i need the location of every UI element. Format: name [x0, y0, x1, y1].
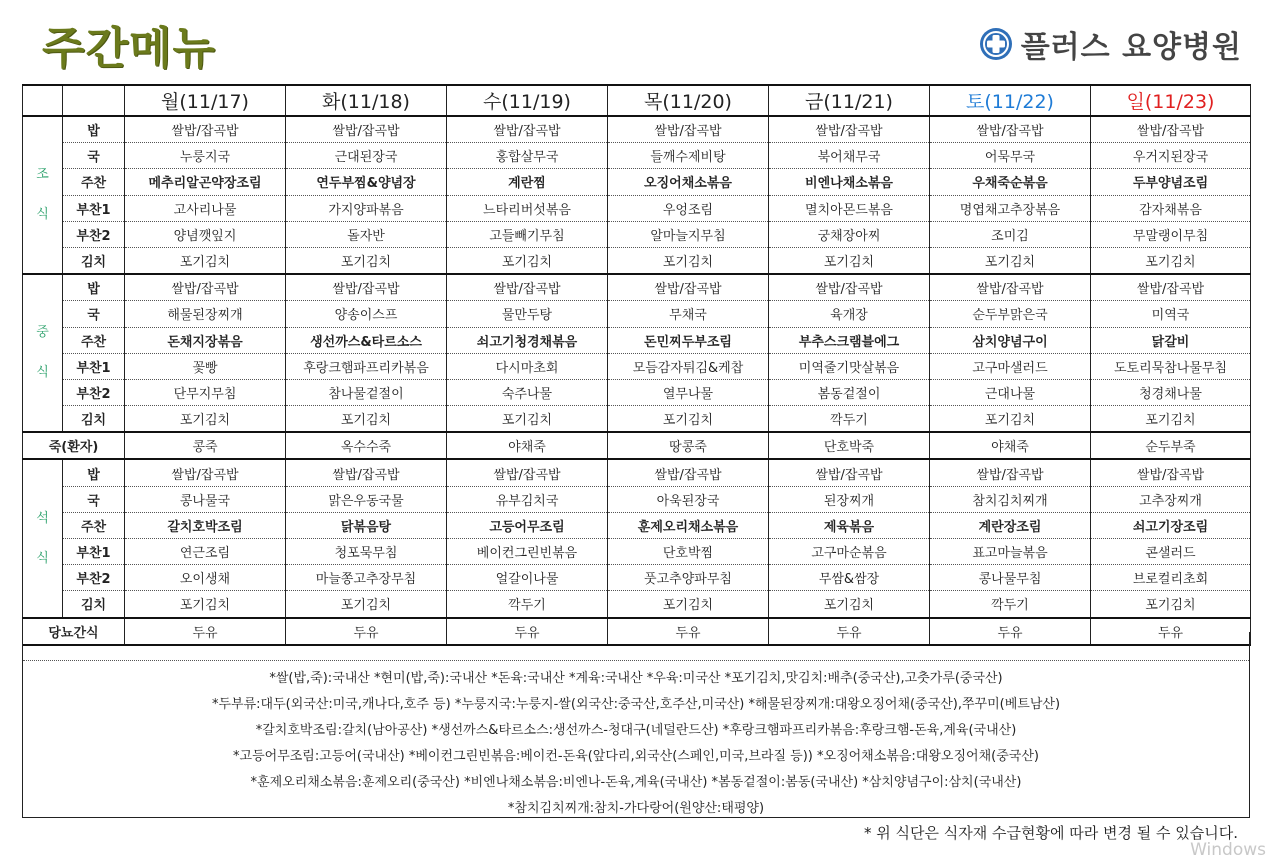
menu-item-cell: 쌀밥/잡곡밥 [286, 116, 447, 143]
menu-row [23, 247, 1251, 274]
menu-item-cell: 참나물겉절이 [286, 379, 447, 405]
menu-item-cell: 메추리알곤약장조림 [125, 169, 286, 195]
origin-notes-box [22, 632, 1250, 818]
menu-row [23, 379, 1251, 405]
menu-item-cell: 포기김치 [286, 247, 447, 274]
menu-item-cell: 순두부죽 [1091, 432, 1251, 459]
menu-item-cell: 무말랭이무침 [1091, 221, 1251, 247]
menu-item-cell: 쌀밥/잡곡밥 [930, 459, 1091, 486]
origin-note-line: *참치김치찌개:참치-가다랑어(원양산:태평양) [507, 801, 765, 816]
menu-item-cell: 부추스크램블에그 [769, 327, 930, 353]
menu-item-cell: 쌀밥/잡곡밥 [1091, 459, 1251, 486]
menu-item-cell: 참치김치찌개 [930, 486, 1091, 512]
category-label: 주찬 [63, 169, 125, 195]
menu-item-cell: 닭볶음탕 [286, 512, 447, 538]
menu-row [23, 406, 1251, 433]
menu-item-cell: 양념깻잎지 [125, 221, 286, 247]
day-header-row [23, 85, 1251, 116]
menu-item-cell: 쌀밥/잡곡밥 [447, 116, 608, 143]
day-header: 월(11/17) [125, 85, 286, 116]
menu-item-cell: 두유 [447, 618, 608, 645]
menu-item-cell: 쌀밥/잡곡밥 [286, 274, 447, 301]
menu-item-cell: 무채국 [608, 301, 769, 327]
category-label: 주찬 [63, 512, 125, 538]
menu-item-cell: 순두부맑은국 [930, 301, 1091, 327]
menu-row [23, 169, 1251, 195]
menu-item-cell: 양송이스프 [286, 301, 447, 327]
menu-row [23, 539, 1251, 565]
menu-item-cell: 포기김치 [930, 247, 1091, 274]
menu-row [23, 486, 1251, 512]
menu-item-cell: 쇠고기장조림 [1091, 512, 1251, 538]
menu-item-cell: 두유 [286, 618, 447, 645]
category-label: 부찬2 [63, 221, 125, 247]
menu-row [23, 301, 1251, 327]
menu-item-cell: 누룽지국 [125, 143, 286, 169]
menu-row [23, 432, 1251, 459]
menu-item-cell: 연두부찜&양념장 [286, 169, 447, 195]
category-label: 밥 [63, 116, 125, 143]
menu-item-cell: 쇠고기청경채볶음 [447, 327, 608, 353]
menu-item-cell: 봄동겉절이 [769, 379, 930, 405]
menu-item-cell: 포기김치 [1091, 247, 1251, 274]
menu-item-cell: 두부양념조림 [1091, 169, 1251, 195]
menu-item-cell: 포기김치 [286, 591, 447, 618]
menu-item-cell: 감자채볶음 [1091, 195, 1251, 221]
menu-item-cell: 오이생채 [125, 565, 286, 591]
menu-item-cell: 근대된장국 [286, 143, 447, 169]
category-label: 김치 [63, 591, 125, 618]
menu-item-cell: 쌀밥/잡곡밥 [930, 274, 1091, 301]
menu-item-cell: 베이컨그린빈볶음 [447, 539, 608, 565]
day-header-saturday: 토(11/22) [930, 85, 1091, 116]
day-header-sunday: 일(11/23) [1091, 85, 1251, 116]
category-label: 국 [63, 486, 125, 512]
menu-item-cell: 포기김치 [447, 406, 608, 433]
menu-item-cell: 느타리버섯볶음 [447, 195, 608, 221]
menu-item-cell: 포기김치 [769, 247, 930, 274]
menu-item-cell: 무쌈&쌈장 [769, 565, 930, 591]
menu-item-cell: 고들빼기무침 [447, 221, 608, 247]
menu-item-cell: 쌀밥/잡곡밥 [930, 116, 1091, 143]
menu-item-cell: 궁채장아찌 [769, 221, 930, 247]
menu-item-cell: 맑은우동국물 [286, 486, 447, 512]
menu-item-cell: 콘샐러드 [1091, 539, 1251, 565]
menu-item-cell: 포기김치 [608, 406, 769, 433]
menu-item-cell: 돌자반 [286, 221, 447, 247]
menu-item-cell: 생선까스&타르소스 [286, 327, 447, 353]
meal-label: 죽(환자) [23, 432, 125, 459]
page-title: 주간메뉴 [42, 23, 217, 74]
menu-item-cell: 북어채무국 [769, 143, 930, 169]
category-label: 밥 [63, 274, 125, 301]
menu-item-cell: 모듬감자튀김&케찹 [608, 353, 769, 379]
menu-item-cell: 콩죽 [125, 432, 286, 459]
category-label: 부찬1 [63, 539, 125, 565]
medical-cross-icon [979, 27, 1013, 61]
weekly-menu-table [22, 84, 1251, 646]
menu-item-cell: 쌀밥/잡곡밥 [769, 116, 930, 143]
menu-item-cell: 얼갈이나물 [447, 565, 608, 591]
menu-item-cell: 고구마순볶음 [769, 539, 930, 565]
menu-item-cell: 콩나물무침 [930, 565, 1091, 591]
menu-item-cell: 두유 [1091, 618, 1251, 645]
menu-item-cell: 유부김치국 [447, 486, 608, 512]
menu-item-cell: 포기김치 [608, 247, 769, 274]
menu-item-cell: 두유 [608, 618, 769, 645]
header-corner-1 [23, 85, 63, 116]
menu-item-cell: 쌀밥/잡곡밥 [608, 274, 769, 301]
menu-item-cell: 도토리묵참나물무침 [1091, 353, 1251, 379]
menu-item-cell: 포기김치 [447, 247, 608, 274]
menu-item-cell: 표고마늘볶음 [930, 539, 1091, 565]
menu-item-cell: 쌀밥/잡곡밥 [608, 459, 769, 486]
menu-item-cell: 단호박죽 [769, 432, 930, 459]
menu-item-cell: 깍두기 [769, 406, 930, 433]
menu-item-cell: 포기김치 [286, 406, 447, 433]
menu-item-cell: 미역국 [1091, 301, 1251, 327]
menu-item-cell: 땅콩죽 [608, 432, 769, 459]
menu-item-cell: 고등어무조림 [447, 512, 608, 538]
menu-item-cell: 근대나물 [930, 379, 1091, 405]
menu-item-cell: 열무나물 [608, 379, 769, 405]
menu-item-cell: 연근조림 [125, 539, 286, 565]
menu-change-disclaimer: * 위 식단은 식자재 수급현황에 따라 변경 될 수 있습니다. [864, 824, 1238, 842]
category-label: 부찬1 [63, 353, 125, 379]
menu-row [23, 512, 1251, 538]
menu-item-cell: 계란장조림 [930, 512, 1091, 538]
menu-item-cell: 제육볶음 [769, 512, 930, 538]
meal-label: 석 식 [23, 459, 63, 617]
header-corner-2 [63, 85, 125, 116]
menu-item-cell: 단무지무침 [125, 379, 286, 405]
menu-item-cell: 돈채지장볶음 [125, 327, 286, 353]
category-label: 주찬 [63, 327, 125, 353]
category-label: 국 [63, 301, 125, 327]
menu-item-cell: 쌀밥/잡곡밥 [447, 274, 608, 301]
menu-row [23, 116, 1251, 143]
menu-row [23, 591, 1251, 618]
menu-item-cell: 후랑크햄파프리카볶음 [286, 353, 447, 379]
menu-item-cell: 콩나물국 [125, 486, 286, 512]
meal-label: 당뇨간식 [23, 618, 125, 645]
menu-item-cell: 해물된장찌개 [125, 301, 286, 327]
menu-item-cell: 알마늘지무침 [608, 221, 769, 247]
menu-item-cell: 옥수수죽 [286, 432, 447, 459]
day-header: 금(11/21) [769, 85, 930, 116]
menu-row [23, 143, 1251, 169]
menu-item-cell: 고추장찌개 [1091, 486, 1251, 512]
menu-item-cell: 된장찌개 [769, 486, 930, 512]
menu-item-cell: 계란찜 [447, 169, 608, 195]
menu-item-cell: 쌀밥/잡곡밥 [1091, 116, 1251, 143]
menu-item-cell: 청경채나물 [1091, 379, 1251, 405]
menu-item-cell: 쌀밥/잡곡밥 [608, 116, 769, 143]
day-header: 목(11/20) [608, 85, 769, 116]
menu-item-cell: 야채죽 [930, 432, 1091, 459]
origin-note-line: *고등어무조림:고등어(국내산) *베이컨그린빈볶음:베이컨-돈육(앞다리,외국산(스페인,미국,브라질 등)) *오징어채소볶음:대왕오징어채(중국산) [233, 749, 1039, 764]
menu-item-cell: 훈제오리채소볶음 [608, 512, 769, 538]
menu-item-cell: 돈민찌두부조림 [608, 327, 769, 353]
meal-label: 조 식 [23, 116, 63, 274]
menu-item-cell: 두유 [769, 618, 930, 645]
origin-note-line: *두부류:대두(외국산:미국,캐나다,호주 등) *누룽지국:누룽지-쌀(외국산:중국산,호주산,미국산) *해물된장찌개:대왕오징어채(중국산),쭈꾸미(베트남산) [211, 697, 1061, 712]
menu-row [23, 221, 1251, 247]
menu-item-cell: 마늘쫑고추장무침 [286, 565, 447, 591]
menu-item-cell: 쌀밥/잡곡밥 [125, 274, 286, 301]
menu-item-cell: 물만두탕 [447, 301, 608, 327]
menu-item-cell: 어묵무국 [930, 143, 1091, 169]
menu-item-cell: 우엉조림 [608, 195, 769, 221]
menu-row [23, 195, 1251, 221]
menu-item-cell: 포기김치 [769, 591, 930, 618]
hospital-brand [979, 22, 1242, 66]
category-label: 김치 [63, 247, 125, 274]
menu-row [23, 353, 1251, 379]
menu-item-cell: 포기김치 [125, 247, 286, 274]
origin-note-line: *갈치호박조림:갈치(남아공산) *생선까스&타르소스:생선까스-청대구(네덜란드산) *후랑크햄파프리카볶음:후랑크햄-돈육,계육(국내산) [255, 723, 1017, 738]
day-header: 수(11/19) [447, 85, 608, 116]
menu-item-cell: 고사리나물 [125, 195, 286, 221]
menu-item-cell: 갈치호박조림 [125, 512, 286, 538]
category-label: 부찬2 [63, 565, 125, 591]
menu-item-cell: 우거지된장국 [1091, 143, 1251, 169]
menu-item-cell: 쌀밥/잡곡밥 [286, 459, 447, 486]
menu-item-cell: 쌀밥/잡곡밥 [447, 459, 608, 486]
category-label: 부찬2 [63, 379, 125, 405]
menu-item-cell: 다시마초회 [447, 353, 608, 379]
category-label: 국 [63, 143, 125, 169]
menu-item-cell: 꽃빵 [125, 353, 286, 379]
menu-item-cell: 닭갈비 [1091, 327, 1251, 353]
menu-item-cell: 들깨수제비탕 [608, 143, 769, 169]
category-label: 김치 [63, 406, 125, 433]
category-label: 부찬1 [63, 195, 125, 221]
menu-item-cell: 포기김치 [125, 406, 286, 433]
menu-item-cell: 쌀밥/잡곡밥 [769, 459, 930, 486]
menu-item-cell: 고구마샐러드 [930, 353, 1091, 379]
menu-item-cell: 명엽채고추장볶음 [930, 195, 1091, 221]
menu-item-cell: 쌀밥/잡곡밥 [1091, 274, 1251, 301]
menu-item-cell: 두유 [125, 618, 286, 645]
menu-item-cell: 포기김치 [1091, 591, 1251, 618]
menu-item-cell: 홍합살무국 [447, 143, 608, 169]
menu-item-cell: 두유 [930, 618, 1091, 645]
os-watermark: Windows [1190, 840, 1266, 860]
hospital-name: 플러스 요양병원 [1020, 30, 1242, 65]
menu-item-cell: 포기김치 [608, 591, 769, 618]
menu-item-cell: 쌀밥/잡곡밥 [125, 116, 286, 143]
menu-item-cell: 포기김치 [930, 406, 1091, 433]
menu-item-cell: 브로컬리초회 [1091, 565, 1251, 591]
menu-item-cell: 비엔나채소볶음 [769, 169, 930, 195]
day-header: 화(11/18) [286, 85, 447, 116]
menu-item-cell: 풋고추양파무침 [608, 565, 769, 591]
origin-note-line: *쌀(밥,죽):국내산 *현미(밥,죽):국내산 *돈육:국내산 *계육:국내산 *우육:미국산 *포기김치,맛김치:배추(중국산),고춧가루(중국산) [269, 671, 1003, 686]
menu-item-cell: 포기김치 [1091, 406, 1251, 433]
menu-item-cell: 가지양파볶음 [286, 195, 447, 221]
menu-item-cell: 깍두기 [930, 591, 1091, 618]
menu-item-cell: 단호박찜 [608, 539, 769, 565]
menu-item-cell: 숙주나물 [447, 379, 608, 405]
menu-item-cell: 육개장 [769, 301, 930, 327]
menu-row [23, 459, 1251, 486]
menu-item-cell: 포기김치 [125, 591, 286, 618]
menu-row [23, 565, 1251, 591]
menu-item-cell: 깍두기 [447, 591, 608, 618]
menu-row [23, 327, 1251, 353]
menu-item-cell: 청포묵무침 [286, 539, 447, 565]
menu-item-cell: 삼치양념구이 [930, 327, 1091, 353]
meal-label: 중 식 [23, 274, 63, 432]
category-label: 밥 [63, 459, 125, 486]
menu-item-cell: 야채죽 [447, 432, 608, 459]
menu-item-cell: 우채죽순볶음 [930, 169, 1091, 195]
menu-item-cell: 쌀밥/잡곡밥 [769, 274, 930, 301]
menu-item-cell: 아욱된장국 [608, 486, 769, 512]
notes-divider [23, 660, 1249, 661]
menu-item-cell: 오징어채소볶음 [608, 169, 769, 195]
menu-item-cell: 조미김 [930, 221, 1091, 247]
menu-row [23, 274, 1251, 301]
menu-item-cell: 멸치아몬드볶음 [769, 195, 930, 221]
menu-item-cell: 미역줄기맛살볶음 [769, 353, 930, 379]
menu-item-cell: 쌀밥/잡곡밥 [125, 459, 286, 486]
origin-note-line: *훈제오리채소볶음:훈제오리(중국산) *비엔나채소볶음:비엔나-돈육,계육(국내산) *봄동겉절이:봄동(국내산) *삼치양념구이:삼치(국내산) [250, 775, 1022, 790]
